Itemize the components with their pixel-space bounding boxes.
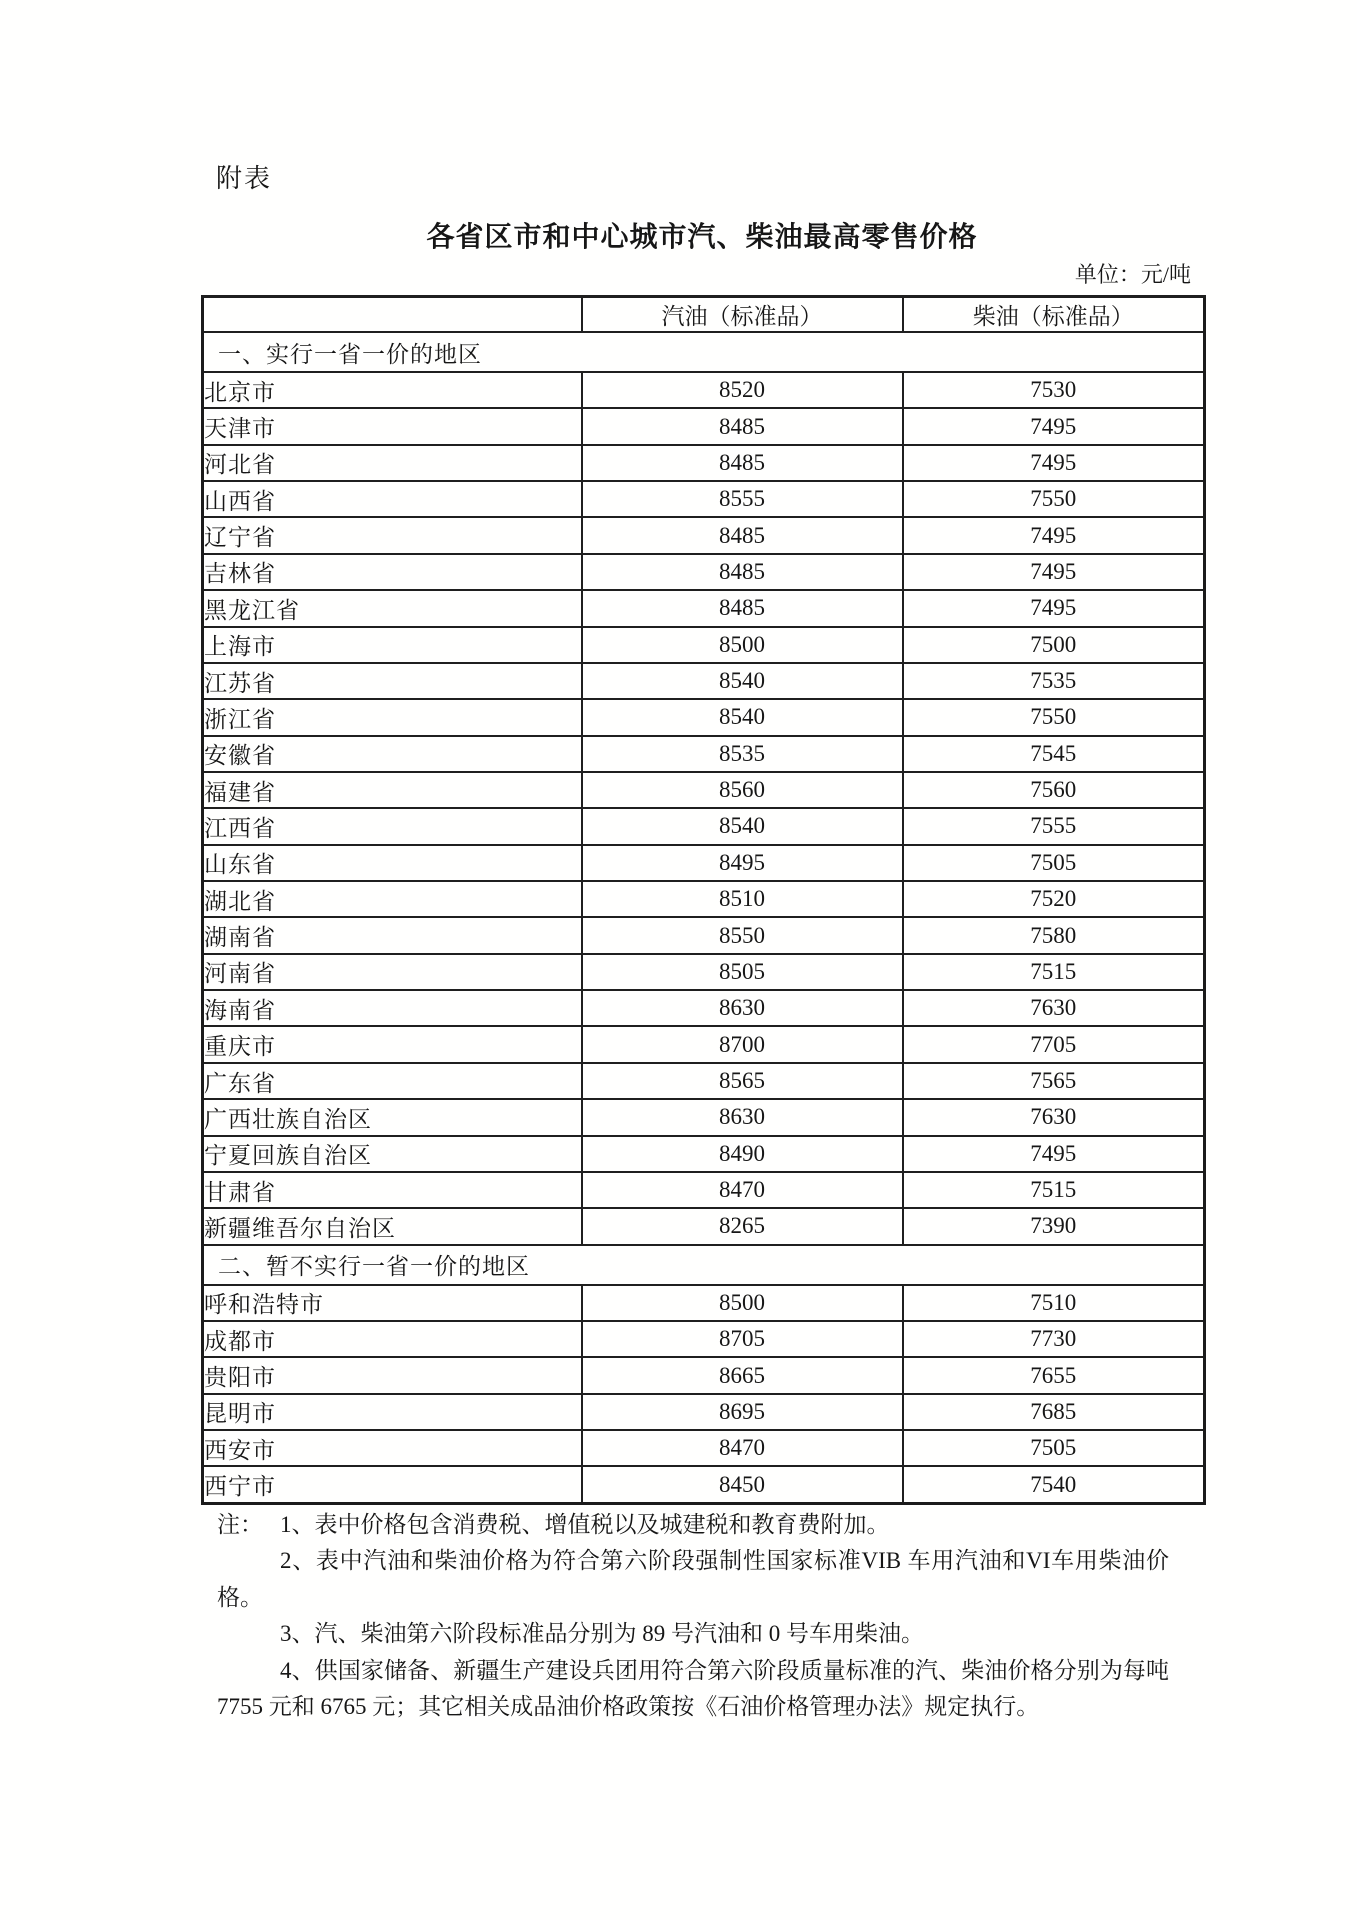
diesel-price-cell: 7630 xyxy=(903,990,1205,1026)
region-cell: 湖北省 xyxy=(203,881,582,917)
table-row xyxy=(203,590,1205,626)
diesel-price-cell: 7655 xyxy=(903,1357,1205,1393)
diesel-price-cell: 7495 xyxy=(903,554,1205,590)
diesel-price-cell: 7530 xyxy=(903,372,1205,408)
gasoline-price-cell: 8540 xyxy=(582,808,903,844)
table-row xyxy=(203,1172,1205,1208)
gasoline-price-cell: 8485 xyxy=(582,445,903,481)
region-cell: 重庆市 xyxy=(203,1026,582,1062)
unit-label: 单位：元/吨 xyxy=(1074,262,1191,287)
region-cell: 广东省 xyxy=(203,1063,582,1099)
diesel-price-cell: 7500 xyxy=(903,627,1205,663)
gasoline-price-cell: 8560 xyxy=(582,772,903,808)
region-cell: 上海市 xyxy=(203,627,582,663)
gasoline-price-cell: 8520 xyxy=(582,372,903,408)
table-row xyxy=(203,372,1205,408)
region-cell: 福建省 xyxy=(203,772,582,808)
table-row xyxy=(203,481,1205,517)
gasoline-price-cell: 8490 xyxy=(582,1136,903,1172)
table-row xyxy=(203,627,1205,663)
diesel-price-cell: 7565 xyxy=(903,1063,1205,1099)
gasoline-price-cell: 8265 xyxy=(582,1208,903,1244)
region-cell: 成都市 xyxy=(203,1321,582,1357)
table-row xyxy=(203,1063,1205,1099)
diesel-price-cell: 7630 xyxy=(903,1099,1205,1135)
region-cell: 黑龙江省 xyxy=(203,590,582,626)
table-row xyxy=(203,954,1205,990)
table-row xyxy=(203,517,1205,553)
diesel-price-cell: 7535 xyxy=(903,663,1205,699)
table-row xyxy=(203,772,1205,808)
table-row xyxy=(203,990,1205,1026)
region-cell: 西安市 xyxy=(203,1430,582,1466)
gasoline-column-header: 汽油（标准品） xyxy=(582,297,903,333)
table-row xyxy=(203,917,1205,953)
region-cell: 吉林省 xyxy=(203,554,582,590)
table-row xyxy=(203,1321,1205,1357)
note-item-2: 2、表中汽油和柴油价格为符合第六阶段强制性国家标准VIB 车用汽油和VI车用柴油价格。 xyxy=(217,1548,1169,1610)
region-cell: 辽宁省 xyxy=(203,517,582,553)
gasoline-price-cell: 8555 xyxy=(582,481,903,517)
gasoline-price-cell: 8540 xyxy=(582,699,903,735)
gasoline-price-cell: 8485 xyxy=(582,517,903,553)
diesel-price-cell: 7555 xyxy=(903,808,1205,844)
notes-label: 注： xyxy=(217,1512,263,1537)
gasoline-price-cell: 8500 xyxy=(582,627,903,663)
diesel-price-cell: 7730 xyxy=(903,1321,1205,1357)
region-cell: 宁夏回族自治区 xyxy=(203,1136,582,1172)
table-row xyxy=(203,1208,1205,1244)
diesel-price-cell: 7550 xyxy=(903,481,1205,517)
table-row xyxy=(203,663,1205,699)
diesel-price-cell: 7495 xyxy=(903,590,1205,626)
diesel-column-header: 柴油（标准品） xyxy=(903,297,1205,333)
gasoline-price-cell: 8450 xyxy=(582,1466,903,1503)
region-column-header xyxy=(203,297,582,333)
gasoline-price-cell: 8500 xyxy=(582,1285,903,1321)
gasoline-price-cell: 8540 xyxy=(582,663,903,699)
region-cell: 河南省 xyxy=(203,954,582,990)
region-cell: 北京市 xyxy=(203,372,582,408)
table-row xyxy=(203,1285,1205,1321)
diesel-price-cell: 7560 xyxy=(903,772,1205,808)
diesel-price-cell: 7515 xyxy=(903,954,1205,990)
page-title: 各省区市和中心城市汽、柴油最高零售价格 xyxy=(426,221,978,252)
region-cell: 天津市 xyxy=(203,408,582,444)
note-item-3: 3、汽、柴油第六阶段标准品分别为 89 号汽油和 0 号车用柴油。 xyxy=(280,1621,924,1647)
gasoline-price-cell: 8550 xyxy=(582,917,903,953)
table-row xyxy=(203,1430,1205,1466)
diesel-price-cell: 7515 xyxy=(903,1172,1205,1208)
gasoline-price-cell: 8700 xyxy=(582,1026,903,1062)
gasoline-price-cell: 8665 xyxy=(582,1357,903,1393)
gasoline-price-cell: 8565 xyxy=(582,1063,903,1099)
region-cell: 贵阳市 xyxy=(203,1357,582,1393)
section-row xyxy=(203,332,1205,372)
table-row xyxy=(203,1099,1205,1135)
table-row xyxy=(203,1357,1205,1393)
annex-label: 附表 xyxy=(216,164,273,193)
table-row xyxy=(203,808,1205,844)
region-cell: 湖南省 xyxy=(203,917,582,953)
section-row xyxy=(203,1245,1205,1285)
table-row xyxy=(203,1026,1205,1062)
table-row xyxy=(203,554,1205,590)
gasoline-price-cell: 8470 xyxy=(582,1430,903,1466)
region-cell: 昆明市 xyxy=(203,1394,582,1430)
table-row xyxy=(203,445,1205,481)
diesel-price-cell: 7495 xyxy=(903,445,1205,481)
gasoline-price-cell: 8510 xyxy=(582,881,903,917)
gasoline-price-cell: 8630 xyxy=(582,1099,903,1135)
region-cell: 广西壮族自治区 xyxy=(203,1099,582,1135)
table-row xyxy=(203,699,1205,735)
diesel-price-cell: 7390 xyxy=(903,1208,1205,1244)
section-heading-cell: 一、实行一省一价的地区 xyxy=(203,332,1205,372)
region-cell: 西宁市 xyxy=(203,1466,582,1503)
table-row xyxy=(203,1394,1205,1430)
section-heading-cell: 二、暂不实行一省一价的地区 xyxy=(203,1245,1205,1285)
diesel-price-cell: 7545 xyxy=(903,736,1205,772)
diesel-price-cell: 7510 xyxy=(903,1285,1205,1321)
diesel-price-cell: 7580 xyxy=(903,917,1205,953)
diesel-price-cell: 7550 xyxy=(903,699,1205,735)
diesel-price-cell: 7495 xyxy=(903,517,1205,553)
diesel-price-cell: 7495 xyxy=(903,1136,1205,1172)
note-item-1: 1、表中价格包含消费税、增值税以及城建税和教育费附加。 xyxy=(280,1512,890,1537)
table-row xyxy=(203,1466,1205,1503)
gasoline-price-cell: 8695 xyxy=(582,1394,903,1430)
region-cell: 新疆维吾尔自治区 xyxy=(203,1208,582,1244)
diesel-price-cell: 7495 xyxy=(903,408,1205,444)
gasoline-price-cell: 8485 xyxy=(582,554,903,590)
region-cell: 甘肃省 xyxy=(203,1172,582,1208)
notes-block xyxy=(217,1507,1169,1725)
gasoline-price-cell: 8535 xyxy=(582,736,903,772)
gasoline-price-cell: 8470 xyxy=(582,1172,903,1208)
region-cell: 海南省 xyxy=(203,990,582,1026)
table-row xyxy=(203,408,1205,444)
gasoline-price-cell: 8485 xyxy=(582,408,903,444)
gasoline-price-cell: 8505 xyxy=(582,954,903,990)
table-row xyxy=(203,1136,1205,1172)
diesel-price-cell: 7540 xyxy=(903,1466,1205,1503)
gasoline-price-cell: 8495 xyxy=(582,845,903,881)
gasoline-price-cell: 8705 xyxy=(582,1321,903,1357)
region-cell: 山东省 xyxy=(203,845,582,881)
diesel-price-cell: 7505 xyxy=(903,1430,1205,1466)
diesel-price-cell: 7505 xyxy=(903,845,1205,881)
table-row xyxy=(203,881,1205,917)
region-cell: 江苏省 xyxy=(203,663,582,699)
region-cell: 山西省 xyxy=(203,481,582,517)
gasoline-price-cell: 8485 xyxy=(582,590,903,626)
diesel-price-cell: 7705 xyxy=(903,1026,1205,1062)
region-cell: 呼和浩特市 xyxy=(203,1285,582,1321)
price-table xyxy=(201,295,1206,1505)
region-cell: 安徽省 xyxy=(203,736,582,772)
diesel-price-cell: 7520 xyxy=(903,881,1205,917)
region-cell: 浙江省 xyxy=(203,699,582,735)
table-row xyxy=(203,736,1205,772)
region-cell: 江西省 xyxy=(203,808,582,844)
table-header-row xyxy=(203,297,1205,333)
region-cell: 河北省 xyxy=(203,445,582,481)
gasoline-price-cell: 8630 xyxy=(582,990,903,1026)
table-row xyxy=(203,845,1205,881)
note-item-4: 4、供国家储备、新疆生产建设兵团用符合第六阶段质量标准的汽、柴油价格分别为每吨 7755 元和 6765 元；其它相关成品油价格政策按《石油价格管理办法》规定执行。 xyxy=(217,1657,1169,1720)
diesel-price-cell: 7685 xyxy=(903,1394,1205,1430)
